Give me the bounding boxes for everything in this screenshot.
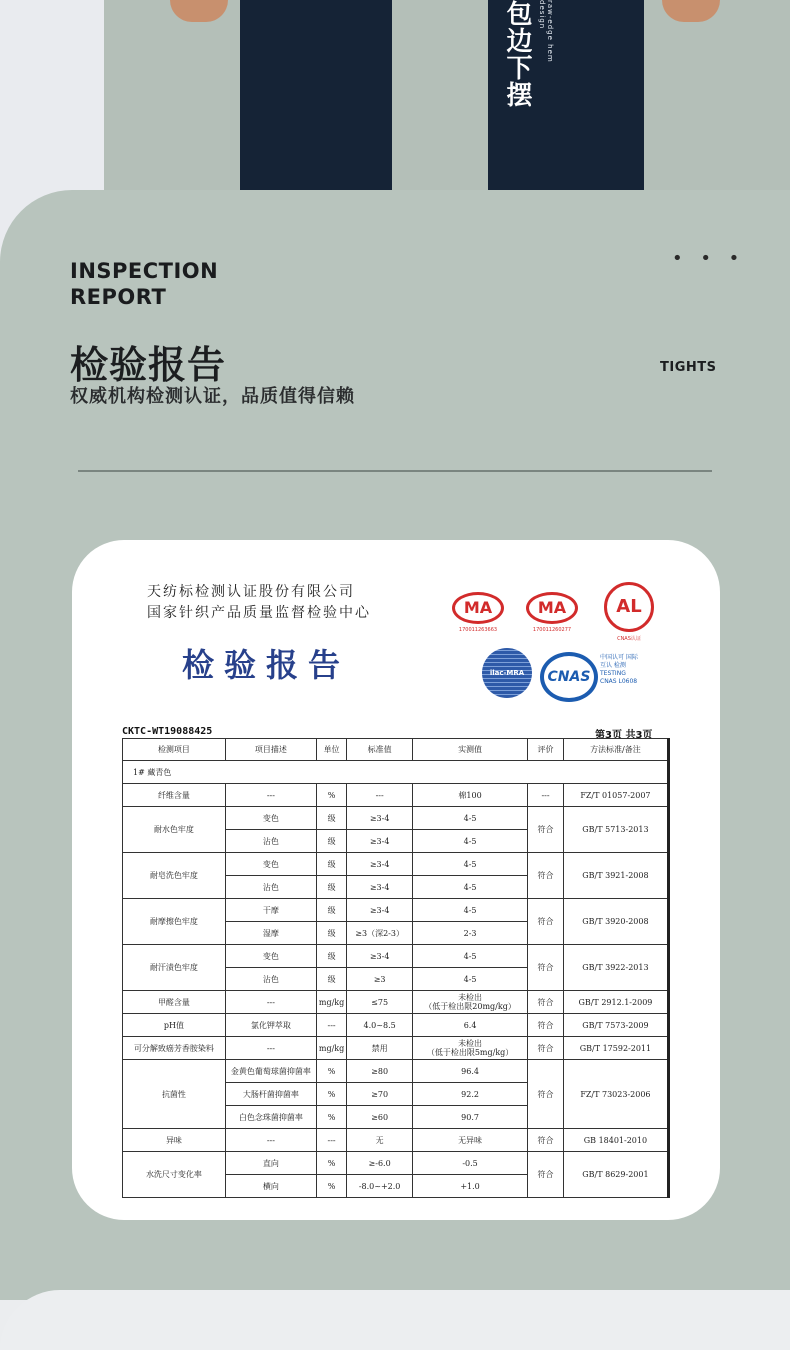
table-cell: 级 xyxy=(316,968,346,991)
table-row xyxy=(123,1014,669,1037)
table-cell: 级 xyxy=(316,830,346,853)
detection-limit-note: （低于检出限20mg/kg） xyxy=(424,1002,516,1011)
cma-mark-1 xyxy=(452,592,504,633)
table-row xyxy=(123,1152,669,1175)
table-cell: 无异味 xyxy=(413,1129,528,1152)
heading-cn: 检验报告 xyxy=(70,343,227,387)
cnas-logo: CNAS xyxy=(540,652,598,702)
next-section-panel xyxy=(0,1290,790,1350)
table-cell: 4-5 xyxy=(413,968,528,991)
cma-mark-2 xyxy=(526,592,578,633)
table-cell xyxy=(413,1037,528,1060)
table-cell: 4-5 xyxy=(413,830,528,853)
table-cell: mg/kg xyxy=(316,1037,346,1060)
table-cell xyxy=(413,991,528,1014)
section-subtitle: 权威机构检测认证，品质值得信赖 xyxy=(70,386,355,407)
hem-vertical-small-text: raw-edge hem design xyxy=(538,0,554,63)
cnas-caption: 中国认可 国际互认 检测 TESTING CNAS L0608 xyxy=(600,654,638,685)
table-cell: GB/T 8629-2001 xyxy=(563,1152,668,1198)
org-line2: 国家针织产品质量监督检验中心 xyxy=(147,605,371,621)
table-cell: 无 xyxy=(347,1129,413,1152)
table-cell: mg/kg xyxy=(316,991,346,1014)
org-line1: 天纺标检测认证股份有限公司 xyxy=(147,584,355,600)
table-cell: ≥3-4 xyxy=(347,807,413,830)
table-cell: 符合 xyxy=(528,1152,564,1198)
table-cell: 2-3 xyxy=(413,922,528,945)
cal-mark xyxy=(604,582,654,642)
table-cell: 90.7 xyxy=(413,1106,528,1129)
table-cell: 变色 xyxy=(225,945,316,968)
table-cell: 棉100 xyxy=(413,784,528,807)
table-cell: ≥3-4 xyxy=(347,899,413,922)
col-header: 项目描述 xyxy=(225,739,316,761)
table-cell: --- xyxy=(316,1129,346,1152)
table-cell: pH值 xyxy=(123,1014,226,1037)
table-cell: % xyxy=(316,1083,346,1106)
table-cell: 级 xyxy=(316,922,346,945)
inspection-panel xyxy=(0,190,790,1300)
table-cell: ≥3-4 xyxy=(347,876,413,899)
table-cell: 金黄色葡萄球菌抑菌率 xyxy=(225,1060,316,1083)
heading-en-line2: REPORT xyxy=(70,285,167,309)
col-header: 标准值 xyxy=(347,739,413,761)
report-title: 检验报告 xyxy=(182,646,351,684)
table-row xyxy=(123,807,669,830)
table-cell: 级 xyxy=(316,807,346,830)
table-cell: 沾色 xyxy=(225,830,316,853)
table-cell: 干摩 xyxy=(225,899,316,922)
table-cell: GB/T 5713-2013 xyxy=(563,807,668,853)
heading-en-line1: INSPECTION xyxy=(70,259,219,283)
table-cell: % xyxy=(316,784,346,807)
cal-logo: AL xyxy=(604,582,654,632)
table-cell: ≥60 xyxy=(347,1106,413,1129)
table-cell: 4-5 xyxy=(413,876,528,899)
table-cell: --- xyxy=(225,784,316,807)
table-header-row xyxy=(123,739,669,761)
table-cell: 耐水色牢度 xyxy=(123,807,226,853)
table-cell: ≥3-4 xyxy=(347,945,413,968)
table-cell: 变色 xyxy=(225,853,316,876)
cal-code: CNAS认证 xyxy=(617,636,641,642)
tights-tag: TIGHTS xyxy=(660,360,717,375)
table-cell: ≥3-4 xyxy=(347,853,413,876)
table-cell: GB/T 2912.1-2009 xyxy=(563,991,668,1014)
table-cell: 水洗尺寸变化率 xyxy=(123,1152,226,1198)
table-cell: 横向 xyxy=(225,1175,316,1198)
table-cell: ≥3 xyxy=(347,968,413,991)
table-row xyxy=(123,991,669,1014)
table-cell: --- xyxy=(316,1014,346,1037)
table-cell: 符合 xyxy=(528,853,564,899)
col-header: 评价 xyxy=(528,739,564,761)
table-cell: 可分解致癌芳香胺染料 xyxy=(123,1037,226,1060)
cma-logo-1: MA xyxy=(452,592,504,624)
table-cell: 氯化钾萃取 xyxy=(225,1014,316,1037)
table-row xyxy=(123,1037,669,1060)
table-cell: 符合 xyxy=(528,1014,564,1037)
table-cell: GB/T 17592-2011 xyxy=(563,1037,668,1060)
cma-code-2: 170011260277 xyxy=(532,627,572,633)
section-divider xyxy=(78,470,712,472)
table-cell: 符合 xyxy=(528,945,564,991)
table-cell: % xyxy=(316,1152,346,1175)
table-row xyxy=(123,1060,669,1083)
heading-en xyxy=(70,258,218,310)
table-cell: GB/T 3921-2008 xyxy=(563,853,668,899)
table-cell: 4-5 xyxy=(413,853,528,876)
cma-logo-2: MA xyxy=(526,592,578,624)
ilac-mra-logo: ilac-MRA xyxy=(482,648,532,698)
table-cell: 符合 xyxy=(528,1037,564,1060)
table-cell: --- xyxy=(225,1037,316,1060)
table-cell: % xyxy=(316,1060,346,1083)
table-cell: % xyxy=(316,1175,346,1198)
table-cell: GB/T 3920-2008 xyxy=(563,899,668,945)
table-cell: 4-5 xyxy=(413,899,528,922)
table-cell: 沾色 xyxy=(225,876,316,899)
cnas-mark xyxy=(540,652,598,702)
table-cell: --- xyxy=(225,991,316,1014)
table-cell: GB/T 3922-2013 xyxy=(563,945,668,991)
table-cell: 符合 xyxy=(528,1129,564,1152)
sample-row xyxy=(123,761,669,784)
hem-vertical-label: 包边下摆 xyxy=(502,0,532,108)
col-header: 方法标准/备注 xyxy=(563,739,668,761)
col-header: 单位 xyxy=(316,739,346,761)
table-cell: ≥3-4 xyxy=(347,830,413,853)
cma-code-1: 170011263663 xyxy=(458,627,498,633)
table-cell: 级 xyxy=(316,945,346,968)
table-cell: FZ/T 01057-2007 xyxy=(563,784,668,807)
table-cell: 4.0~8.5 xyxy=(347,1014,413,1037)
table-cell: 级 xyxy=(316,899,346,922)
table-cell: 禁用 xyxy=(347,1037,413,1060)
table-cell: -0.5 xyxy=(413,1152,528,1175)
table-cell: +1.0 xyxy=(413,1175,528,1198)
table-cell: 甲醛含量 xyxy=(123,991,226,1014)
table-cell: 直向 xyxy=(225,1152,316,1175)
table-cell: GB 18401-2010 xyxy=(563,1129,668,1152)
table-cell: 符合 xyxy=(528,1060,564,1129)
table-cell: 符合 xyxy=(528,899,564,945)
table-row xyxy=(123,899,669,922)
table-cell: ≥80 xyxy=(347,1060,413,1083)
col-header: 实测值 xyxy=(413,739,528,761)
table-cell: 纤维含量 xyxy=(123,784,226,807)
table-cell: GB/T 7573-2009 xyxy=(563,1014,668,1037)
table-cell: 级 xyxy=(316,853,346,876)
table-cell: 异味 xyxy=(123,1129,226,1152)
table-cell: 白色念珠菌抑菌率 xyxy=(225,1106,316,1129)
table-cell: % xyxy=(316,1106,346,1129)
decor-dots: • • • xyxy=(672,248,746,269)
table-cell: 沾色 xyxy=(225,968,316,991)
table-cell: 耐皂洗色牢度 xyxy=(123,853,226,899)
table-cell: 耐摩擦色牢度 xyxy=(123,899,226,945)
table-cell: --- xyxy=(347,784,413,807)
table-cell: ≥-6.0 xyxy=(347,1152,413,1175)
table-cell: 4-5 xyxy=(413,945,528,968)
issuing-organization xyxy=(147,582,371,624)
table-cell: 92.2 xyxy=(413,1083,528,1106)
table-cell: -8.0~+2.0 xyxy=(347,1175,413,1198)
table-cell: 符合 xyxy=(528,991,564,1014)
table-row xyxy=(123,1129,669,1152)
table-cell: ≥3（深2-3） xyxy=(347,922,413,945)
table-cell: 6.4 xyxy=(413,1014,528,1037)
report-card xyxy=(72,540,720,1220)
test-results-table xyxy=(122,738,670,1198)
table-cell: 耐汗渍色牢度 xyxy=(123,945,226,991)
table-cell: 变色 xyxy=(225,807,316,830)
table-cell: FZ/T 73023-2006 xyxy=(563,1060,668,1129)
table-cell: 抗菌性 xyxy=(123,1060,226,1129)
table-cell: ≤75 xyxy=(347,991,413,1014)
table-cell: --- xyxy=(528,784,564,807)
col-header: 检测项目 xyxy=(123,739,226,761)
table-cell: 湿摩 xyxy=(225,922,316,945)
table-cell: 符合 xyxy=(528,807,564,853)
measured-value: 未检出 xyxy=(458,1039,483,1048)
table-cell: 4-5 xyxy=(413,807,528,830)
table-row xyxy=(123,784,669,807)
table-cell: 大肠杆菌抑菌率 xyxy=(225,1083,316,1106)
detection-limit-note: （低于检出限5mg/kg） xyxy=(426,1048,514,1057)
table-cell: 96.4 xyxy=(413,1060,528,1083)
legs-gap xyxy=(392,0,488,190)
page-number: 第3页 共3页 xyxy=(595,730,653,741)
table-cell: ≥70 xyxy=(347,1083,413,1106)
measured-value: 未检出 xyxy=(458,993,483,1002)
report-number: CKTC-WT19088425 xyxy=(122,726,213,737)
table-cell: --- xyxy=(225,1129,316,1152)
sample-id: 1# 藏青色 xyxy=(123,761,669,784)
table-row xyxy=(123,853,669,876)
ilac-mra-mark xyxy=(482,648,532,698)
table-row xyxy=(123,945,669,968)
table-cell: 级 xyxy=(316,876,346,899)
